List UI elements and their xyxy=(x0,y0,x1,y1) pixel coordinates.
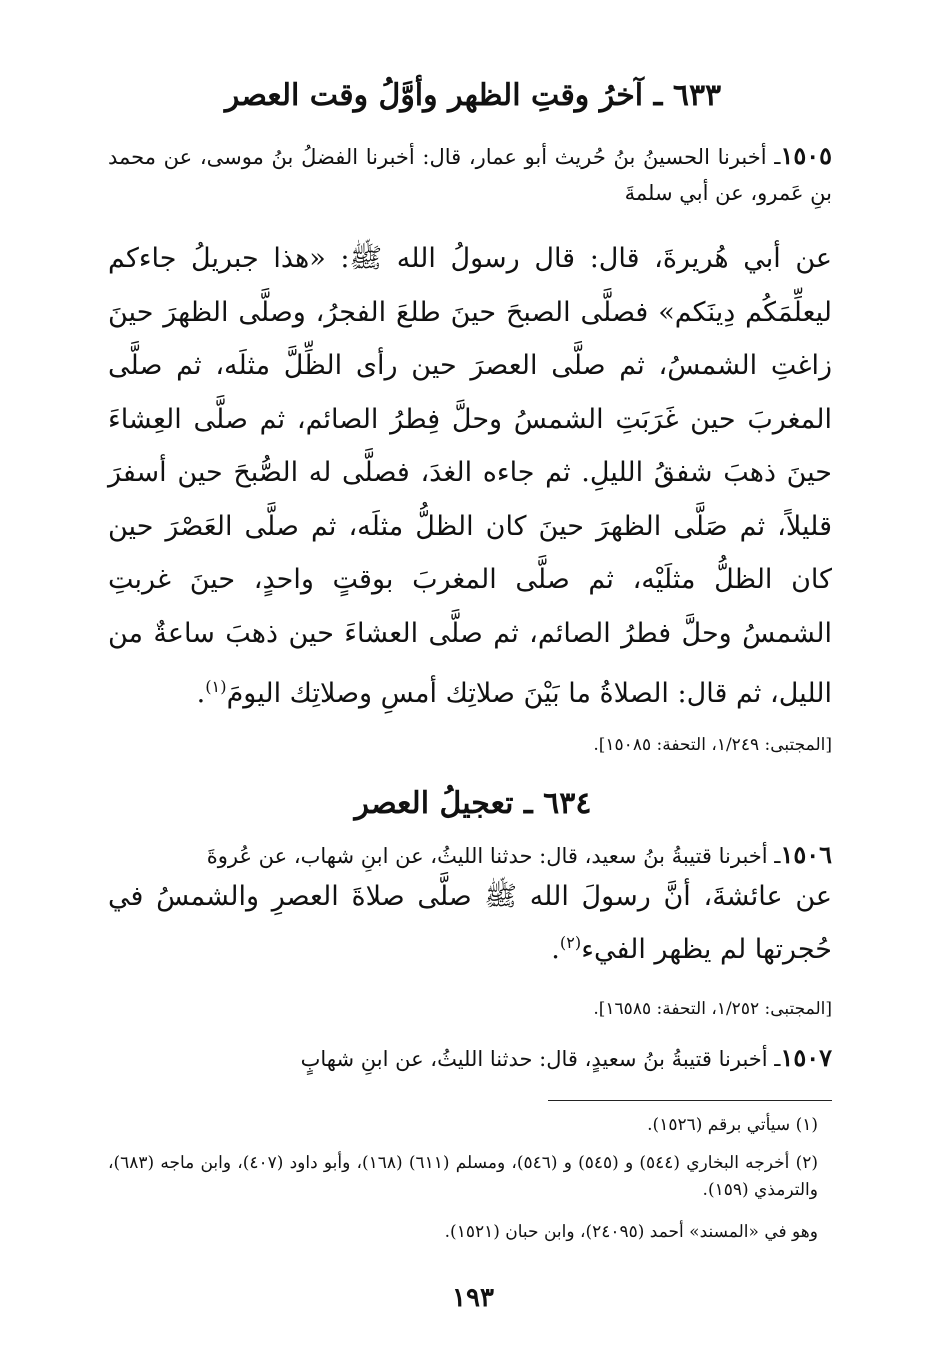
hadith-1505-matn-text: عن أبي هُريرةَ، قال: قال رسولُ الله ﷺ: «هذا جبريلُ جاءكم ليعلِّمَكُم دِينَكم» فصلَّى الصبحَ حينَ طلعَ الفجرُ، وصلَّى الظهرَ حينَ زاغتِ الشمسُ، ثم صلَّى العصرَ حين رأى الظِّلَّ مثلَه، ثم صلَّى المغربَ حين غَرَبَتِ الشمسُ وحلَّ فِطرُ الصائم، ثم صلَّى العِشاءَ حينَ ذهبَ شفقُ الليلِ. ثم جاءه الغدَ، فصلَّى له الصُّبحَ حين أسفرَ قليلاً، ثم صَلَّى الظهرَ حينَ كان الظلُّ مثلَه، ثم صلَّى العَصْرَ حين كان الظلُّ مثلَيْه، ثم صلَّى المغربَ بوقتٍ واحدٍ، حينَ غربتِ الشمسُ وحلَّ فطرُ الصائم، ثم صلَّى العشاءَ حين ذهبَ ساعةٌ من الليل، ثم قال: الصلاةُ ما بَيْنَ صلاتِك أمسِ وصلاتِك اليومَ xyxy=(108,243,833,709)
footnote-1: (١) سيأتي برقم (١٥٢٦). xyxy=(647,1115,818,1135)
chapter-633-title: ٦٣٣ ـ آخرُ وقتِ الظهر وأوَّلُ وقت العصر xyxy=(224,78,722,113)
hadith-1507-number: ١٥٠٧ xyxy=(780,1043,832,1072)
hadith-1505-isnad xyxy=(108,138,832,211)
hadith-1507-isnad-text: ـ أخبرنا قتيبةُ بنُ سعيدٍ، قال: حدثنا الليثُ، عن ابنِ شهابٍ xyxy=(300,1047,781,1071)
page-number: ١٩٣ xyxy=(452,1283,494,1313)
footnote-3: وهو في «المسند» أحمد (٢٤٠٩٥)، وابن حبان (١٥٢١). xyxy=(444,1222,818,1242)
hadith-1507-isnad xyxy=(108,1040,832,1077)
chapter-634-title: ٦٣٤ ـ تعجيلُ العصر xyxy=(354,786,592,821)
hadith-1506-isnad-text: ـ أخبرنا قتيبةُ بنُ سعيد، قال: حدثنا الليثُ، عن ابنِ شهاب، عن عُروةَ xyxy=(206,844,781,868)
hadith-1506-reference: [المجتبى: ١/٢٥٢، التحفة: ١٦٥٨٥]. xyxy=(593,999,832,1019)
hadith-1505-number: ١٥٠٥ xyxy=(780,141,832,170)
footnote-mark-2: (٢) xyxy=(559,933,582,952)
footnote-2: (٢) أخرجه البخاري (٥٤٤) و (٥٤٥) و (٥٤٦)، ومسلم (٦١١) (١٦٨)، وأبو داود (٤٠٧)، وابن ماجه (٦٨٣)، والترمذي (١٥٩). xyxy=(108,1153,818,1200)
hadith-1505-isnad-text: ـ أخبرنا الحسينُ بنُ حُريث أبو عمار، قال: أخبرنا الفضلُ بنُ موسى، عن محمد بنِ عَمرو، عن أبي سلمةَ xyxy=(108,145,832,205)
footnote-mark-1: (١) xyxy=(205,677,227,696)
hadith-1506-number: ١٥٠٦ xyxy=(780,840,832,869)
hadith-1506-matn-text: عن عائشةَ، أنَّ رسولَ الله ﷺ صلَّى صلاةَ العصرِ والشمسُ في حُجرتها لم يظهر الفيء xyxy=(108,881,832,965)
hadith-1506-isnad xyxy=(108,837,832,874)
footnote-separator xyxy=(548,1100,832,1101)
hadith-1505-matn: عن أبي هُريرةَ، قال: قال رسولُ الله ﷺ: «هذا جبريلُ جاءكم ليعلِّمَكُم دِينَكم» فصلَّى الصبحَ حينَ طلعَ الفجرُ، وصلَّى الظهرَ حينَ زاغتِ الشمسُ، ثم صلَّى العصرَ حين رأى الظِّلَّ مثلَه، ثم صلَّى المغربَ حين غَرَبَتِ الشمسُ وحلَّ فِطرُ الصائم، ثم صلَّى العِشاءَ حينَ ذهبَ شفقُ الليلِ. ثم جاءه الغدَ، فصلَّى له الصُّبحَ حين أسفرَ قليلاً، ثم صَلَّى الظهرَ حينَ كان الظلُّ مثلَه، ثم صلَّى العَصْرَ حين كان الظلُّ مثلَيْه، ثم صلَّى المغربَ بوقتٍ واحدٍ، حينَ غربتِ الشمسُ وحلَّ فطرُ الصائم، ثم صلَّى العشاءَ حين ذهبَ ساعةٌ من الليل، ثم قال: الصلاةُ ما بَيْنَ صلاتِك أمسِ وصلاتِك اليومَ$^{(١)}$. xyxy=(108,243,833,709)
hadith-1506-matn: عن عائشةَ، أنَّ رسولَ الله ﷺ صلَّى صلاةَ العصرِ والشمسُ في حُجرتها لم يظهر الفيء$^{(٢)}$. xyxy=(108,881,832,965)
hadith-1505-reference: [المجتبى: ١/٢٤٩، التحفة: ١٥٠٨٥]. xyxy=(593,735,832,755)
